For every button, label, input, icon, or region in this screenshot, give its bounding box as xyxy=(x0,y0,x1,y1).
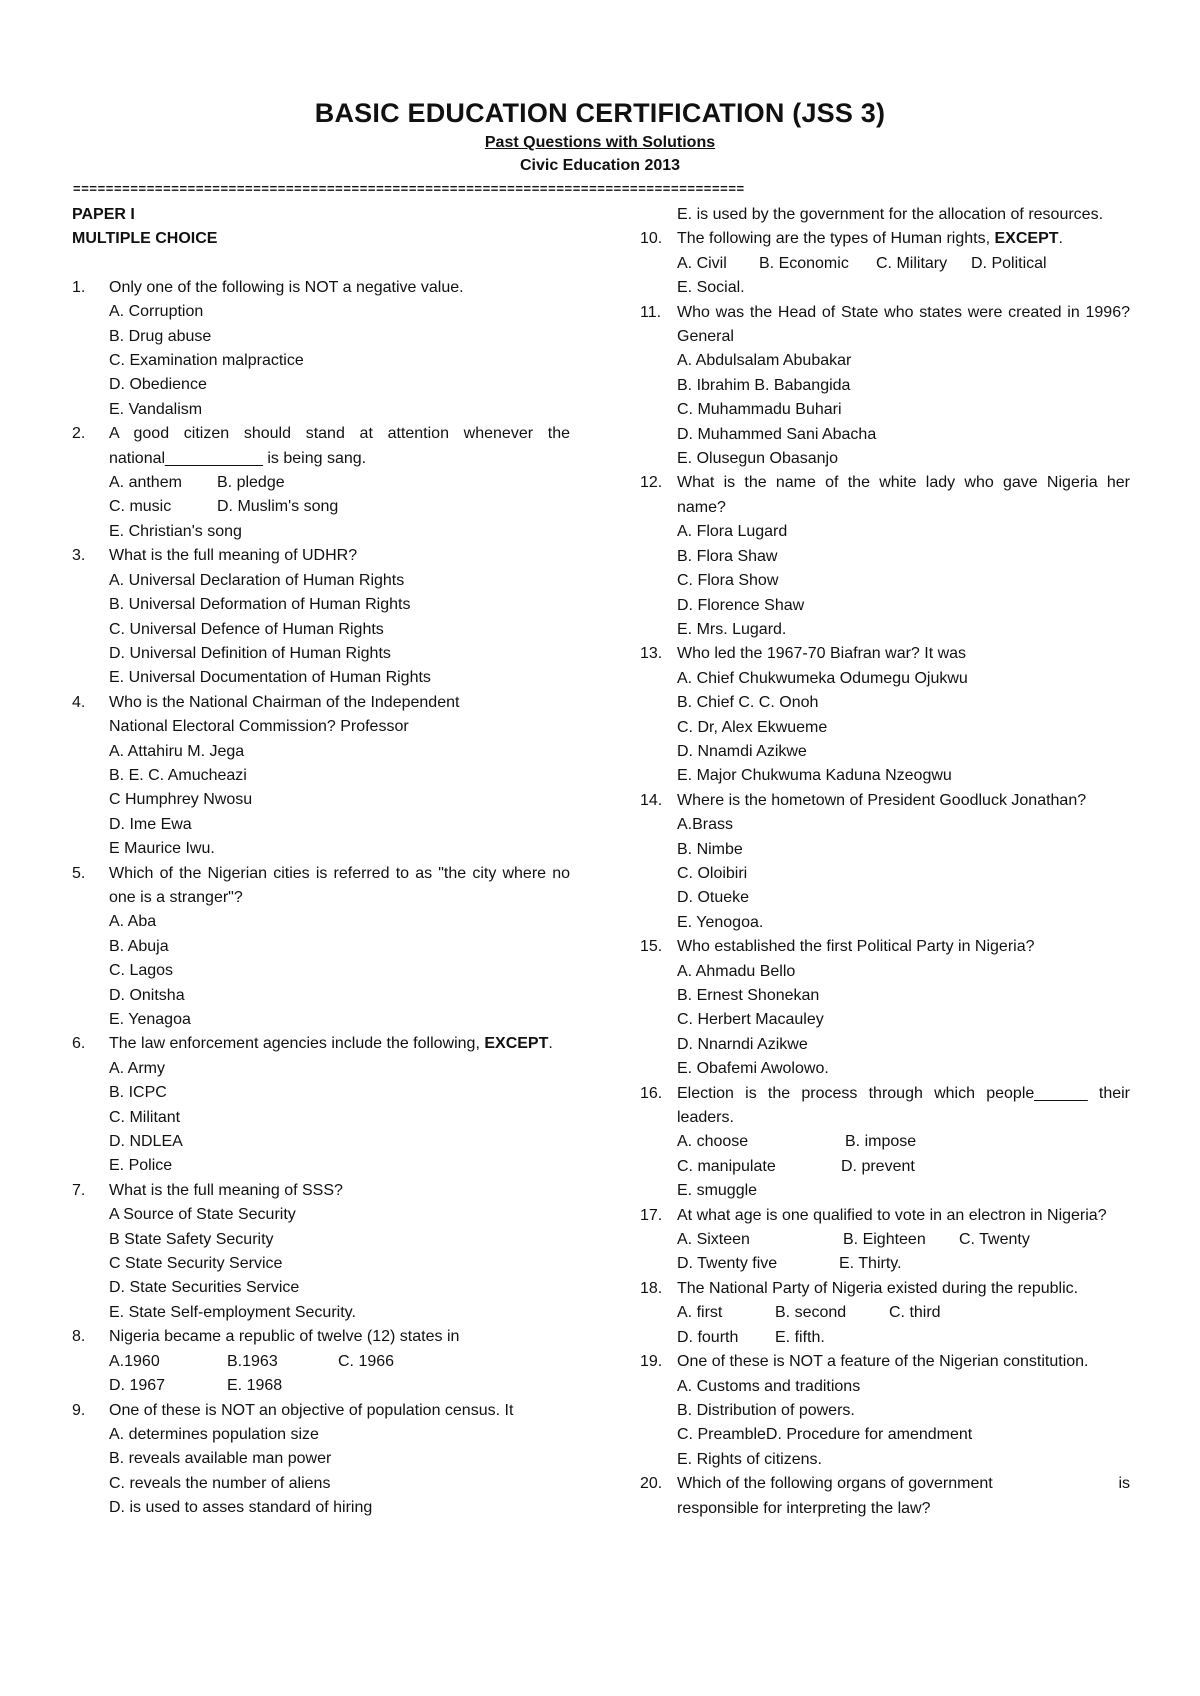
question-2 xyxy=(72,422,570,544)
question-text: What is the full meaning of SSS? xyxy=(109,1181,343,1199)
question-6 xyxy=(72,1032,570,1178)
option-e: E. Social. xyxy=(677,279,745,297)
question-16 xyxy=(640,1082,1130,1204)
option-a: A. first xyxy=(677,1304,723,1322)
option-b: B. Economic xyxy=(759,254,849,272)
option-e: E. is used by the government for the allocation of resources. xyxy=(677,206,1104,223)
option-b: B. Abuja xyxy=(109,937,169,955)
option-d: D. Nnamdi Azikwe xyxy=(677,742,807,760)
option-d: D. prevent xyxy=(841,1157,915,1175)
option-c: C. Twenty xyxy=(959,1231,1030,1249)
option-d: D. NDLEA xyxy=(109,1133,183,1151)
option-c: C. Oloibiri xyxy=(677,864,748,882)
option-d: D. Twenty five xyxy=(677,1255,778,1273)
option-e: E. Yenogoa. xyxy=(677,913,764,931)
option-c: C. Lagos xyxy=(109,962,174,980)
question-number: 16. xyxy=(640,1084,663,1102)
option-d: D. Universal Definition of Human Rights xyxy=(109,644,391,662)
option-a: A.Brass xyxy=(677,816,734,834)
option-b: B.1963 xyxy=(227,1352,278,1370)
option-c: C. Herbert Macauley xyxy=(677,1011,824,1029)
option-b: B. Ernest Shonekan xyxy=(677,987,820,1004)
option-c: C. 1966 xyxy=(338,1352,395,1370)
question-number: 14. xyxy=(640,791,663,809)
question-text-line-1-end: is xyxy=(1118,1475,1130,1493)
question-12 xyxy=(640,471,1130,642)
option-b: B. reveals available man power xyxy=(109,1450,332,1468)
question-20 xyxy=(640,1472,1130,1521)
option-b: B. impose xyxy=(845,1133,917,1151)
question-number: 3. xyxy=(72,547,86,565)
section-heading: MULTIPLE CHOICE xyxy=(72,230,218,248)
question-text-line-1: Who is the National Chairman of the Independent xyxy=(109,693,460,711)
option-a: A. Attahiru M. Jega xyxy=(109,742,245,760)
option-c: C. manipulate xyxy=(677,1157,776,1175)
question-text: Where is the hometown of President Goodluck Jonathan? xyxy=(677,791,1087,809)
question-text: Who led the 1967-70 Biafran war? It was xyxy=(677,645,967,663)
option-b: B. Flora Shaw xyxy=(677,547,778,565)
option-c: C State Security Service xyxy=(109,1255,283,1273)
question-text: Who established the first Political Party in Nigeria? xyxy=(677,938,1035,956)
question-number: 20. xyxy=(640,1475,663,1493)
option-d: D. Political xyxy=(971,254,1047,272)
option-e: E. Obafemi Awolowo. xyxy=(677,1060,829,1078)
option-c-d: C. PreambleD. Procedure for amendment xyxy=(677,1426,973,1444)
option-c: C. Dr, Alex Ekwueme xyxy=(677,718,828,736)
option-a: A. Ahmadu Bello xyxy=(677,962,796,980)
question-number: 19. xyxy=(640,1353,663,1371)
option-e: E. Olusegun Obasanjo xyxy=(677,450,838,468)
question-5 xyxy=(72,862,570,1033)
option-c: C. Muhammadu Buhari xyxy=(677,401,842,419)
option-c: C. Militant xyxy=(109,1108,181,1126)
question-number: 6. xyxy=(72,1035,86,1053)
option-c: C Humphrey Nwosu xyxy=(109,791,253,809)
question-text: Election is the process through which people______ their leaders. xyxy=(677,1084,1130,1127)
option-e: E. 1968 xyxy=(227,1377,283,1395)
question-3 xyxy=(72,544,570,690)
option-c: C. Military xyxy=(876,254,948,272)
left-column xyxy=(72,203,570,1521)
question-number: 13. xyxy=(640,645,663,663)
question-text: A good citizen should stand at attention whenever the national___________ is being sang. xyxy=(109,425,570,467)
option-b: B. Chief C. C. Onoh xyxy=(677,694,819,712)
question-7 xyxy=(72,1179,570,1325)
question-1 xyxy=(72,276,570,422)
option-e: E. Christian's song xyxy=(109,522,242,540)
question-15 xyxy=(640,935,1130,1081)
question-text: The law enforcement agencies include the following, EXCEPT. xyxy=(109,1035,553,1053)
option-a: A. determines population size xyxy=(109,1425,319,1443)
option-b: B. ICPC xyxy=(109,1084,167,1102)
option-e: E. State Self-employment Security. xyxy=(109,1303,356,1321)
option-c: C. third xyxy=(889,1304,941,1322)
option-a: A. Sixteen xyxy=(677,1231,750,1249)
question-text: One of these is NOT a feature of the Nigerian constitution. xyxy=(677,1353,1089,1371)
option-d: D. fourth xyxy=(677,1328,739,1346)
question-4 xyxy=(72,691,570,862)
option-c: C. Flora Show xyxy=(677,572,779,590)
option-a: A. Corruption xyxy=(109,303,204,321)
option-c: C. music xyxy=(109,498,172,516)
option-e: E. Mrs. Lugard. xyxy=(677,620,787,638)
question-number: 8. xyxy=(72,1328,86,1346)
question-number: 15. xyxy=(640,938,663,956)
option-e: E. Major Chukwuma Kaduna Nzeogwu xyxy=(677,767,952,785)
option-c: C. Examination malpractice xyxy=(109,352,304,370)
option-a: A. Flora Lugard xyxy=(677,523,788,541)
question-number: 9. xyxy=(72,1401,86,1419)
option-d: D. Onitsha xyxy=(109,986,185,1004)
right-column xyxy=(640,203,1130,1521)
question-number: 17. xyxy=(640,1206,663,1224)
option-a: A. Customs and traditions xyxy=(677,1377,861,1395)
question-text: Who was the Head of State who states were created in 1996? General xyxy=(677,303,1130,346)
question-text: One of these is NOT an objective of population census. It xyxy=(109,1401,514,1419)
option-c: C. reveals the number of aliens xyxy=(109,1474,331,1492)
option-a: A.1960 xyxy=(109,1352,160,1370)
question-9-continued xyxy=(640,203,1130,227)
option-a: A. Army xyxy=(109,1059,166,1077)
option-e: E. Police xyxy=(109,1157,173,1175)
option-d: D. Florence Shaw xyxy=(677,596,805,614)
option-b: B. Eighteen xyxy=(843,1231,926,1249)
question-17 xyxy=(640,1204,1130,1277)
question-18 xyxy=(640,1277,1130,1350)
question-text-line-1: Which of the following organs of government xyxy=(677,1475,993,1493)
option-d: D. Otueke xyxy=(677,889,750,907)
option-e: E. Vandalism xyxy=(109,400,203,418)
question-text: Nigeria became a republic of twelve (12) states in xyxy=(109,1328,460,1346)
option-a: A. choose xyxy=(677,1133,749,1151)
option-a: A. Abdulsalam Abubakar xyxy=(677,352,852,370)
paper-heading: PAPER I xyxy=(72,206,135,223)
question-text: Only one of the following is NOT a negative value. xyxy=(109,278,464,296)
option-e: E. smuggle xyxy=(677,1182,758,1200)
question-14 xyxy=(640,789,1130,935)
option-b: B. Universal Deformation of Human Rights xyxy=(109,596,411,614)
option-e: E Maurice Iwu. xyxy=(109,840,215,858)
question-10 xyxy=(640,227,1130,300)
option-b: B State Safety Security xyxy=(109,1230,274,1248)
question-13 xyxy=(640,642,1130,788)
question-8 xyxy=(72,1325,570,1398)
option-d: D. State Securities Service xyxy=(109,1279,300,1297)
option-b: B. Distribution of powers. xyxy=(677,1401,855,1419)
option-b: B. Ibrahim B. Babangida xyxy=(677,376,851,394)
separator-rule: ================================================================================== xyxy=(73,181,745,196)
document-title: BASIC EDUCATION CERTIFICATION (JSS 3) xyxy=(314,98,886,128)
question-number: 1. xyxy=(72,278,86,296)
option-a: A. anthem xyxy=(109,474,182,492)
option-a: A. Civil xyxy=(677,254,727,272)
option-e: E. Yenagoa xyxy=(109,1011,191,1028)
option-a: A Source of State Security xyxy=(109,1206,296,1224)
question-text-line-2: responsible for interpreting the law? xyxy=(677,1499,931,1517)
question-number: 12. xyxy=(640,474,663,492)
option-a: A. Aba xyxy=(109,913,157,931)
option-b: B. second xyxy=(775,1304,847,1322)
question-text-line-2: National Electoral Commission? Professor xyxy=(109,718,409,736)
question-number: 7. xyxy=(72,1181,86,1199)
document-subtitle: Past Questions with Solutions xyxy=(484,134,716,151)
option-a: A. Universal Declaration of Human Rights xyxy=(109,571,405,589)
question-number: 11. xyxy=(640,303,662,321)
option-e: E. Universal Documentation of Human Rights xyxy=(109,669,431,687)
option-e: E. Rights of citizens. xyxy=(677,1450,822,1468)
except-keyword: EXCEPT xyxy=(994,230,1059,248)
option-b: B. E. C. Amucheazi xyxy=(109,766,247,784)
question-number: 5. xyxy=(72,864,86,882)
question-text: Which of the Nigerian cities is referred to as "the city where no one is a stranger"? xyxy=(109,864,570,906)
question-9 xyxy=(72,1399,570,1521)
option-b: B. pledge xyxy=(217,474,285,492)
question-text: The following are the types of Human rights, EXCEPT. xyxy=(677,230,1063,248)
option-d: D. Obedience xyxy=(109,376,207,394)
question-text: The National Party of Nigeria existed during the republic. xyxy=(677,1279,1079,1297)
option-d: D. Muhammed Sani Abacha xyxy=(677,425,877,443)
option-d: D. 1967 xyxy=(109,1377,166,1395)
question-text: What is the name of the white lady who gave Nigeria her name? xyxy=(677,474,1130,516)
option-c: C. Universal Defence of Human Rights xyxy=(109,620,384,638)
option-d: D. Muslim's song xyxy=(217,498,339,516)
question-11 xyxy=(640,301,1130,472)
except-keyword: EXCEPT xyxy=(484,1035,549,1053)
option-b: B. Drug abuse xyxy=(109,327,212,345)
option-e: E. fifth. xyxy=(775,1328,825,1346)
option-e: E. Thirty. xyxy=(839,1255,902,1273)
question-number: 2. xyxy=(72,425,86,443)
question-text: What is the full meaning of UDHR? xyxy=(109,547,358,565)
option-a: A. Chief Chukwumeka Odumegu Ojukwu xyxy=(677,669,968,687)
question-number: 4. xyxy=(72,693,86,711)
question-text: At what age is one qualified to vote in an electron in Nigeria? xyxy=(677,1206,1107,1224)
option-d: D. Nnarndi Azikwe xyxy=(677,1035,808,1053)
subject-year: Civic Education 2013 xyxy=(519,157,681,174)
question-number: 10. xyxy=(640,230,663,248)
option-b: B. Nimbe xyxy=(677,840,743,858)
option-d: D. Ime Ewa xyxy=(109,815,192,833)
option-d: D. is used to asses standard of hiring xyxy=(109,1499,373,1517)
question-19 xyxy=(640,1350,1130,1472)
question-number: 18. xyxy=(640,1279,663,1297)
document-header xyxy=(0,96,1200,177)
